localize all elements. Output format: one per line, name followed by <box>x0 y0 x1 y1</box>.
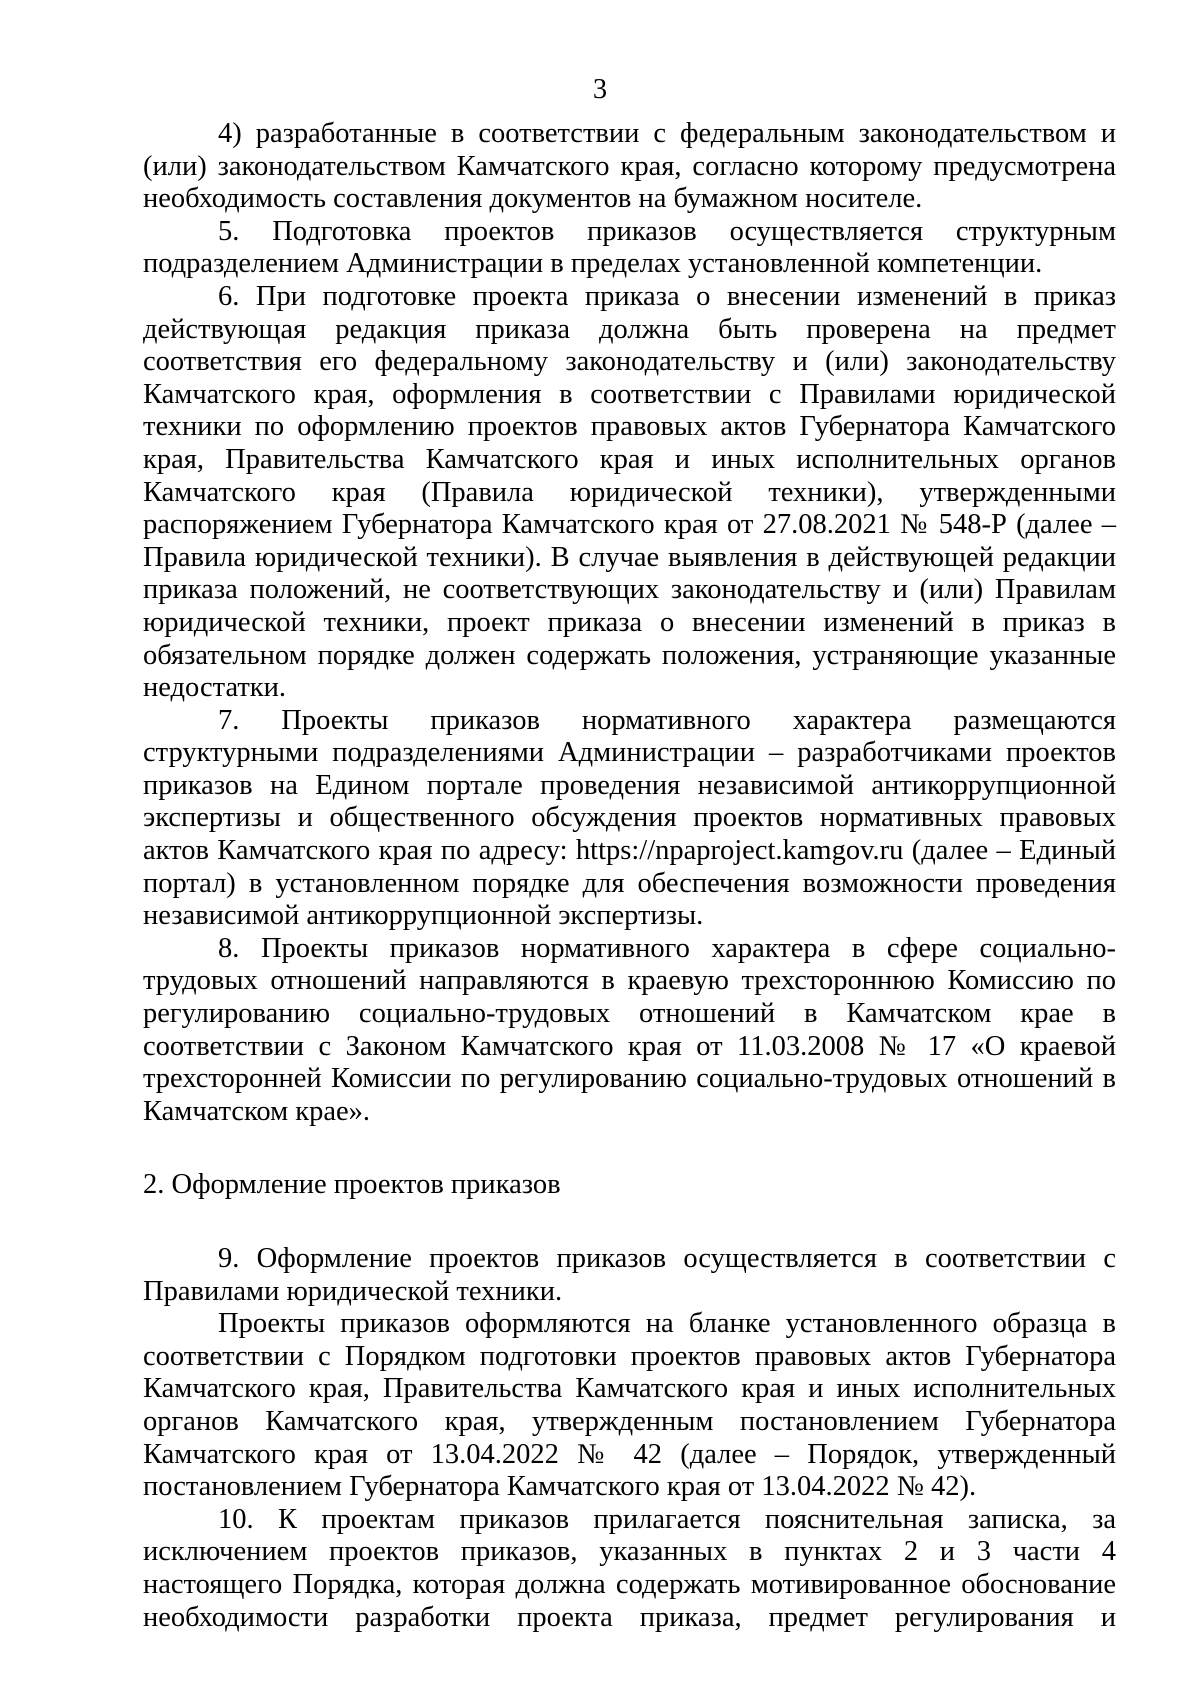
paragraph-item-8: 8. Проекты приказов нормативного характера в сфере социально-трудовых отношений направляются в краевую трехстороннюю Комиссию по регулированию социально-трудовых отношений в Камчатском крае в соответствии с Законом Камчатского края от 11.03.2008 № 17 «О краевой трехсторонней Комиссии по регулированию социально-трудовых отношений в Камчатском крае». <box>143 932 1116 1127</box>
paragraph-forms: Проекты приказов оформляются на бланке установленного образца в соответствии с Порядком подготовки проектов правовых актов Губернатора Камчатского края, Правительства Камчатского края и иных исполнительных органов Камчатского края, утвержденным постановлением Губернатора Камчатского края от 13.04.2022 № 42 (далее – Порядок, утвержденный постановлением Губернатора Камчатского края от 13.04.2022 № 42). <box>143 1308 1116 1503</box>
paragraph-item-6: 6. При подготовке проекта приказа о внесении изменений в приказ действующая редакция приказа должна быть проверена на предмет соответствия его федеральному законодательству и (или) законодательству Камчатского края, оформления в соответствии с Правилами юридической техники по оформлению проектов правовых актов Губернатора Камчатского края, Правительства Камчатского края и иных исполнительных органов Камчатского края (Правила юридической техники), утвержденными распоряжением Губернатора Камчатского края от 27.08.2021 № 548-Р (далее – Правила юридической техники). В случае выявления в действующей редакции приказа положений, не соответствующих законодательству и (или) Правилам юридической техники, проект приказа о внесении изменений в приказ в обязательном порядке должен содержать положения, устраняющие указанные недостатки. <box>143 280 1116 704</box>
document-body <box>143 118 1116 1634</box>
paragraph-item-5: 5. Подготовка проектов приказов осуществляется структурным подразделением Администрации в пределах установленной компетенции. <box>143 215 1116 280</box>
section-heading: 2. Оформление проектов приказов <box>143 1169 561 1201</box>
page-number: 3 <box>592 74 608 105</box>
paragraph-item-9: 9. Оформление проектов приказов осуществляется в соответствии с Правилами юридической техники. <box>143 1243 1116 1307</box>
paragraph-item-7: 7. Проекты приказов нормативного характера размещаются структурными подразделениями Администрации – разработчиками проектов приказов на Едином портале проведения независимой антикоррупционной экспертизы и общественного обсуждения проектов нормативных правовых актов Камчатского края по адресу: https://npaproject.kamgov.ru (далее – Единый портал) в установленном порядке для обеспечения возможности проведения независимой антикоррупционной экспертизы. <box>143 704 1116 932</box>
paragraph-item-10: 10. К проектам приказов прилагается пояснительная записка, за исключением проектов приказов, указанных в пунктах 2 и 3 части 4 настоящего Порядка, которая должна содержать мотивированное обоснование необходимости разработки проекта приказа, предмет регулирования и <box>143 1503 1116 1633</box>
paragraph-item-4: 4) разработанные в соответствии с федеральным законодательством и (или) законодательством Камчатского края, согласно которому предусмотрена необходимость составления документов на бумажном носителе. <box>143 118 1116 215</box>
